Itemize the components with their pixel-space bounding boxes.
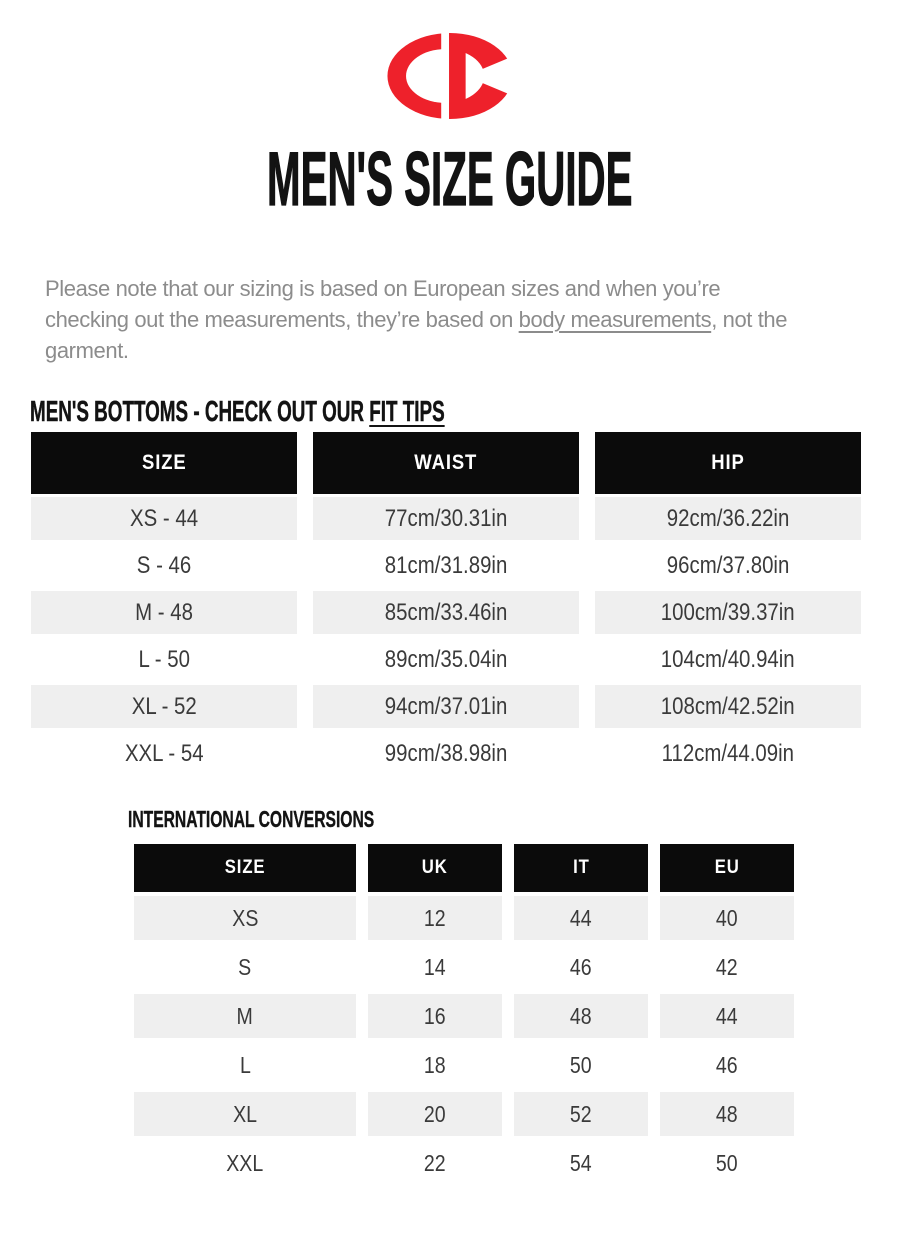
it-value: 48 xyxy=(570,1002,592,1029)
waist-value: 94cm/37.01in xyxy=(384,692,508,720)
champion-c-icon xyxy=(387,33,513,119)
table-header-row xyxy=(31,432,861,494)
hip-value: 92cm/36.22in xyxy=(666,504,790,532)
table-row xyxy=(134,1092,794,1136)
waist-value: 89cm/35.04in xyxy=(384,645,508,673)
uk-value: 12 xyxy=(424,904,446,931)
intro-line-3: garment. xyxy=(45,338,129,363)
table-row xyxy=(134,1043,794,1087)
champion-logo[interactable] xyxy=(387,33,513,119)
waist-value: 99cm/38.98in xyxy=(384,739,508,767)
it-value: 50 xyxy=(570,1051,592,1078)
hip-value: 104cm/40.94in xyxy=(661,645,795,673)
eu-value: 44 xyxy=(716,1002,738,1029)
table-row xyxy=(31,638,861,681)
waist-value: 77cm/30.31in xyxy=(384,504,508,532)
waist-value: 85cm/33.46in xyxy=(384,598,508,626)
body-measurements-link[interactable]: body measurements xyxy=(518,307,712,332)
international-conversions-heading: INTERNATIONAL CONVERSIONS xyxy=(128,806,375,832)
col-header-size: SIZE xyxy=(31,432,297,494)
it-value: 54 xyxy=(570,1149,592,1176)
waist-value: 81cm/31.89in xyxy=(384,551,508,579)
hip-value: 108cm/42.52in xyxy=(661,692,795,720)
size-value: XS - 44 xyxy=(129,504,199,532)
col-header-uk: UK xyxy=(368,844,502,892)
size-value: L - 50 xyxy=(138,645,190,673)
page-title: MEN'S SIZE GUIDE xyxy=(267,137,633,222)
it-value: 52 xyxy=(570,1100,592,1127)
bottoms-size-table xyxy=(31,432,861,775)
intro-line-1: Please note that our sizing is based on European sizes and when you’re xyxy=(45,276,721,301)
hip-value: 112cm/44.09in xyxy=(661,739,795,767)
intro-line-2: checking out the measurements, they’re based on body measurements, not the xyxy=(45,307,788,332)
table-row xyxy=(31,544,861,587)
it-value: 46 xyxy=(570,953,592,980)
uk-value: 14 xyxy=(424,953,446,980)
eu-value: 42 xyxy=(716,953,738,980)
col-header-hip: HIP xyxy=(595,432,861,494)
eu-value: 40 xyxy=(716,904,738,931)
col-header-it: IT xyxy=(514,844,648,892)
col-header-size: SIZE xyxy=(134,844,356,892)
uk-value: 20 xyxy=(424,1100,446,1127)
col-header-eu: EU xyxy=(660,844,794,892)
intro-paragraph xyxy=(45,273,900,366)
it-value: 44 xyxy=(570,904,592,931)
table-row xyxy=(134,945,794,989)
eu-value: 50 xyxy=(716,1149,738,1176)
size-value: XL xyxy=(233,1100,257,1127)
uk-value: 22 xyxy=(424,1149,446,1176)
hip-value: 100cm/39.37in xyxy=(661,598,795,626)
fit-tips-link[interactable]: FIT TIPS xyxy=(369,396,445,428)
table-row xyxy=(31,685,861,728)
size-value: XXL xyxy=(226,1149,264,1176)
table-row xyxy=(31,732,861,775)
size-value: XS xyxy=(231,904,259,931)
international-conversions-table xyxy=(134,844,794,1185)
table-row xyxy=(31,497,861,540)
size-value: XL - 52 xyxy=(131,692,197,720)
bottoms-heading: MEN'S BOTTOMS - CHECK OUT OUR FIT TIPS xyxy=(30,396,445,428)
size-value: L xyxy=(239,1051,251,1078)
eu-value: 48 xyxy=(716,1100,738,1127)
table-row xyxy=(31,591,861,634)
col-header-waist: WAIST xyxy=(313,432,579,494)
size-value: M - 48 xyxy=(135,598,193,626)
table-row xyxy=(134,896,794,940)
table-row xyxy=(134,994,794,1038)
size-value: XXL - 54 xyxy=(124,739,204,767)
uk-value: 16 xyxy=(424,1002,446,1029)
eu-value: 46 xyxy=(716,1051,738,1078)
uk-value: 18 xyxy=(424,1051,446,1078)
table-row xyxy=(134,1141,794,1185)
hip-value: 96cm/37.80in xyxy=(666,551,790,579)
size-value: S - 46 xyxy=(136,551,192,579)
size-value: M xyxy=(236,1002,254,1029)
size-value: S xyxy=(238,953,252,980)
table-header-row xyxy=(134,844,794,892)
